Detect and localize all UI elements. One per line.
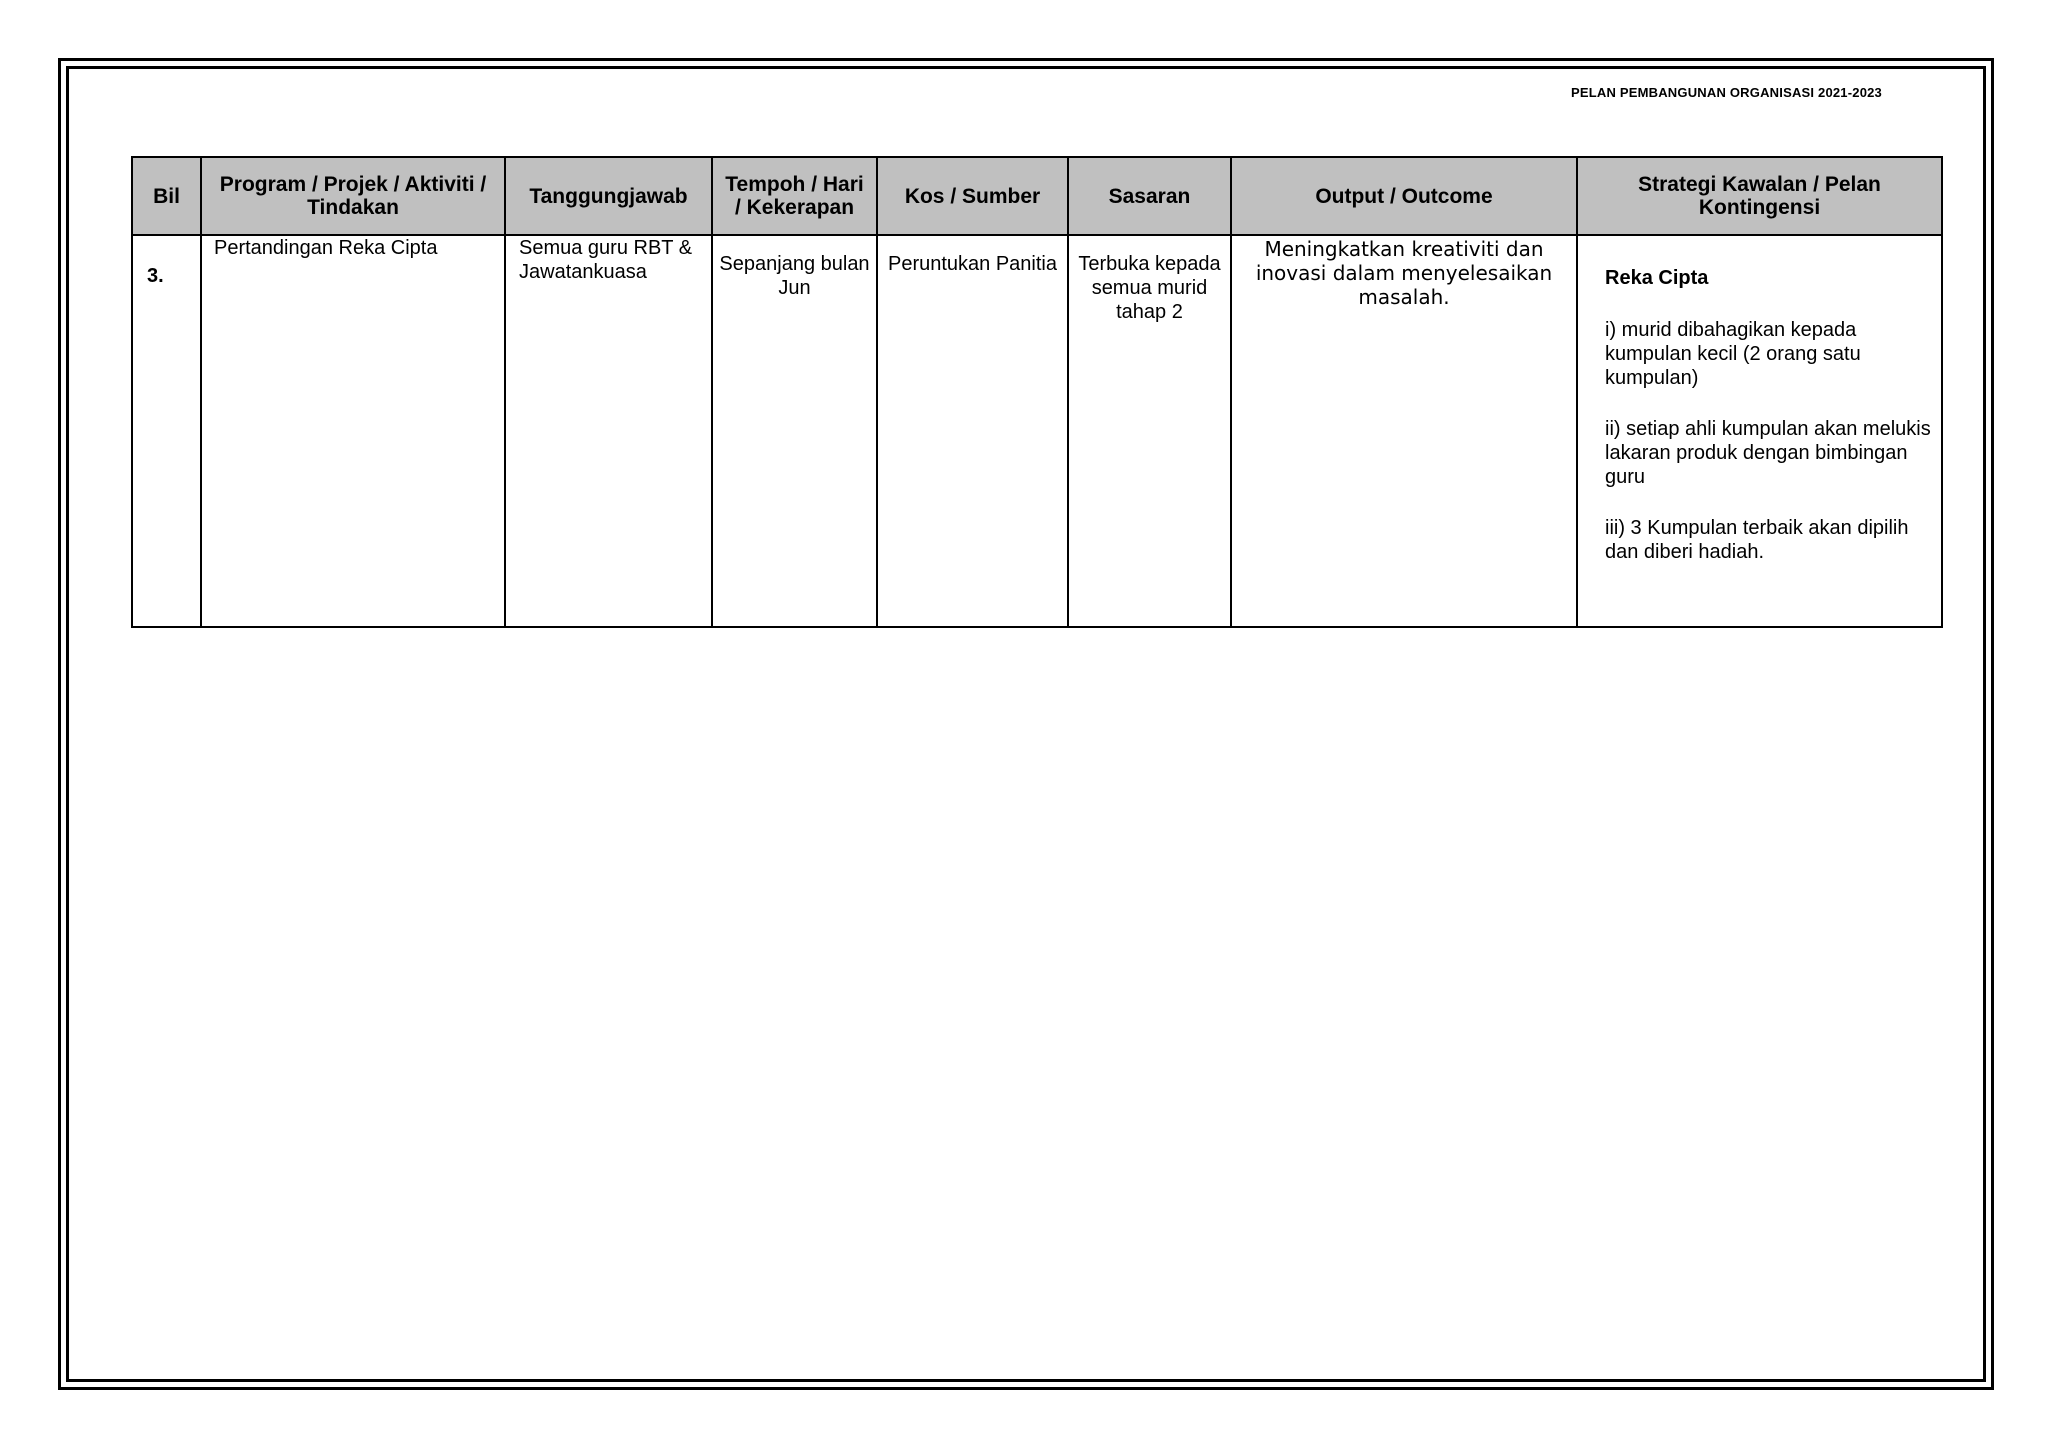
cell-tempoh: Sepanjang bulan Jun: [712, 235, 877, 627]
document-header-title: PELAN PEMBANGUNAN ORGANISASI 2021-2023: [1570, 85, 1882, 100]
table-header-row: [132, 157, 1942, 235]
table-row: [132, 235, 1942, 627]
cell-kos: Peruntukan Panitia: [877, 235, 1068, 627]
cell-bil: 3.: [132, 235, 201, 627]
strategi-title: Reka Cipta: [1605, 267, 1709, 289]
cell-program: Pertandingan Reka Cipta: [201, 235, 505, 627]
column-header-kos: Kos / Sumber: [877, 157, 1068, 235]
strategi-item-1: i) murid dibahagikan kepada kumpulan kecil (2 orang satu kumpulan): [1605, 319, 1861, 389]
column-header-output: Output / Outcome: [1231, 157, 1577, 235]
strategi-item-3: iii) 3 Kumpulan terbaik akan dipilih dan diberi hadiah.: [1605, 517, 1909, 563]
column-header-tempoh: Tempoh / Hari / Kekerapan: [712, 157, 877, 235]
strategi-item-2: ii) setiap ahli kumpulan akan melukis lakaran produk dengan bimbingan guru: [1605, 418, 1931, 488]
column-header-bil: Bil: [132, 157, 201, 235]
column-header-strategi: Strategi Kawalan / Pelan Kontingensi: [1577, 157, 1942, 235]
cell-output: Meningkatkan kreativiti dan inovasi dalam menyelesaikan masalah.: [1231, 235, 1577, 627]
cell-tanggungjawab: Semua guru RBT & Jawatankuasa: [505, 235, 712, 627]
cell-strategi: [1577, 235, 1942, 627]
plan-table: [131, 156, 1943, 628]
column-header-program: Program / Projek / Aktiviti / Tindakan: [201, 157, 505, 235]
cell-sasaran: Terbuka kepada semua murid tahap 2: [1068, 235, 1231, 627]
column-header-sasaran: Sasaran: [1068, 157, 1231, 235]
column-header-tanggungjawab: Tanggungjawab: [505, 157, 712, 235]
